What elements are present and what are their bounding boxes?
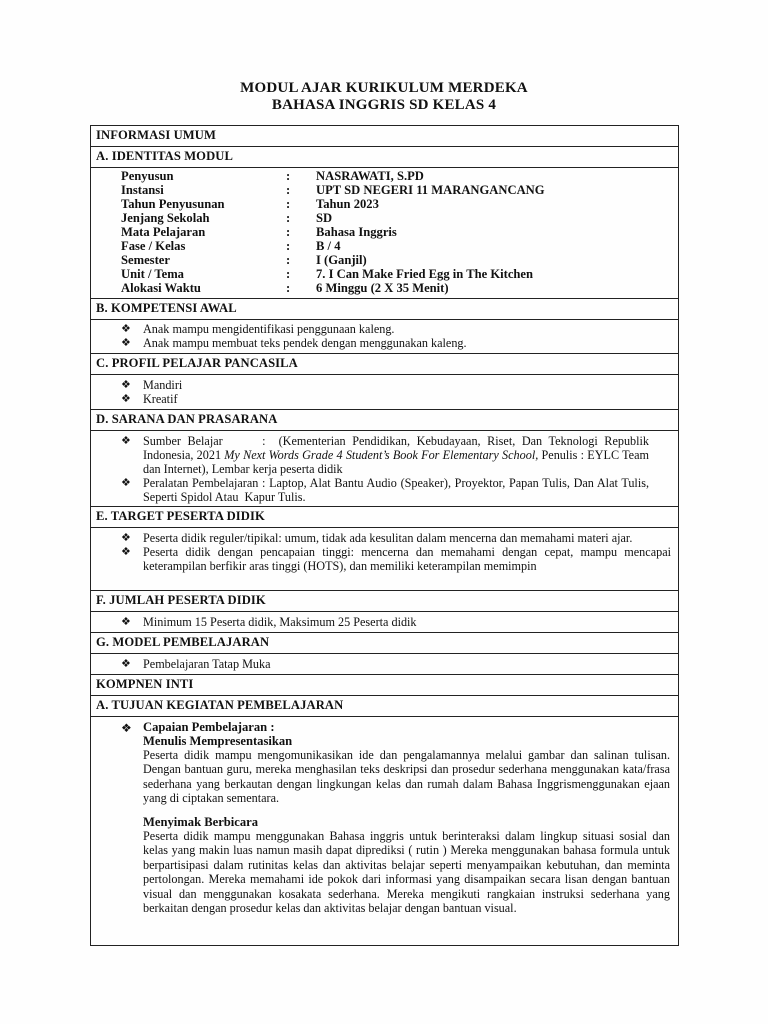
diamond-bullet-icon: ❖ (121, 379, 131, 391)
identitas-colon: : (286, 211, 291, 225)
menulis-paragraph: Peserta didik mampu mengomunikasikan ide dan pengalamannya melalui gambar dan salinan tulisan. Dengan bantuan guru, mereka menghasilan teks deskripsi dan prosedur sederhana menggunakan kata/frasa sederhana yang berkautan dengan lingkungan kelas dan rumah dalam Bahasa Inggrismenggunakan ejaan yang di ciptakan sementara. (143, 748, 670, 806)
menyimak-title: Menyimak Berbicara (143, 815, 259, 829)
diamond-bullet-icon: ❖ (121, 532, 131, 544)
diamond-bullet-icon: ❖ (121, 435, 131, 447)
identitas-colon: : (286, 169, 291, 183)
section-tujuan: A. TUJUAN KEGIATAN PEMBELAJARAN (96, 698, 344, 712)
section-profil: C. PROFIL PELAJAR PANCASILA (96, 356, 298, 370)
profil-list (121, 378, 661, 406)
identitas-label: Unit / Tema (121, 267, 184, 281)
diamond-bullet-icon: ❖ (121, 721, 132, 735)
jumlah-list (121, 615, 661, 629)
document-title-line2: BAHASA INGGRIS SD KELAS 4 (271, 97, 497, 113)
identitas-label: Penyusun (121, 169, 174, 183)
list-item: ❖ Minimum 15 Peserta didik, Maksimum 25 Peserta didik (121, 615, 417, 629)
identitas-value: SD (316, 211, 333, 225)
identitas-value: I (Ganjil) (316, 253, 367, 267)
section-sarana: D. SARANA DAN PRASARANA (96, 412, 278, 426)
list-item: ❖ Pembelajaran Tatap Muka (121, 657, 271, 671)
list-item: ❖ Peserta didik dengan pencapaian tinggi: mencerna dan memahami dengan cepat, mampu mencapai keterampilan berfikir aras tinggi (HOTS), dan memiliki keterampilan memimpin (121, 545, 671, 573)
kompetensi-list (121, 322, 661, 350)
identitas-value: 6 Minggu (2 X 35 Menit) (316, 281, 449, 295)
identitas-label: Mata Pelajaran (121, 225, 206, 239)
target-list (121, 531, 671, 573)
diamond-bullet-icon: ❖ (121, 393, 131, 405)
section-target: E. TARGET PESERTA DIDIK (96, 509, 265, 523)
list-item: ❖ Kreatif (121, 392, 178, 406)
identitas-value: Bahasa Inggris (316, 225, 397, 239)
identitas-colon: : (286, 197, 291, 211)
identitas-colon: : (286, 239, 291, 253)
section-kompetensi: B. KOMPETENSI AWAL (96, 301, 237, 315)
section-identitas: A. IDENTITAS MODUL (96, 149, 233, 163)
model-list (121, 657, 661, 671)
identitas-colon: : (286, 253, 291, 267)
diamond-bullet-icon: ❖ (121, 323, 131, 335)
diamond-bullet-icon: ❖ (121, 546, 131, 558)
identitas-colon: : (286, 267, 291, 281)
identitas-colon: : (286, 281, 291, 295)
list-item: ❖ Anak mampu mengidentifikasi penggunaan kaleng. (121, 322, 395, 336)
identitas-colon: : (286, 225, 291, 239)
diamond-bullet-icon: ❖ (121, 337, 131, 349)
list-item: ❖ Mandiri (121, 378, 183, 392)
list-item: ❖ Anak mampu membuat teks pendek dengan menggunakan kaleng. (121, 336, 467, 350)
sarana-list (121, 434, 653, 504)
identitas-label: Semester (121, 253, 170, 267)
identitas-label: Fase / Kelas (121, 239, 186, 253)
section-jumlah: F. JUMLAH PESERTA DIDIK (96, 593, 266, 607)
section-model: G. MODEL PEMBELAJARAN (96, 635, 270, 649)
section-informasi-umum: INFORMASI UMUM (96, 128, 216, 142)
list-item-peralatan: ❖ Peralatan Pembelajaran : Laptop, Alat Bantu Audio (Speaker), Proyektor, Papan Tulis, Dan Alat Tulis, Seperti Spidol Atau Kapur Tulis. (121, 476, 653, 504)
section-komponen: KOMPNEN INTI (96, 677, 194, 691)
identitas-label: Jenjang Sekolah (121, 211, 210, 225)
diamond-bullet-icon: ❖ (121, 616, 131, 628)
identitas-value: B / 4 (316, 239, 341, 253)
menulis-title: Menulis Mempresentasikan (143, 734, 293, 748)
capaian-title: Capaian Pembelajaran : (143, 720, 275, 734)
identitas-label: Instansi (121, 183, 164, 197)
identitas-value: NASRAWATI, S.PD (316, 169, 424, 183)
identitas-value: 7. I Can Make Fried Egg in The Kitchen (316, 267, 534, 281)
list-item-sumber-belajar: ❖ Sumber Belajar : (Kementerian Pendidikan, Kebudayaan, Riset, Dan Teknologi Republik Indonesia, 2021 My Next Words Grade 4 Student’s Book For Elementary School, Penulis : EYLC Team dan Internet), Lembar kerja peserta didik (121, 434, 653, 476)
identitas-value: UPT SD NEGERI 11 MARANGANCANG (316, 183, 545, 197)
identitas-value: Tahun 2023 (316, 197, 379, 211)
identitas-colon: : (286, 183, 291, 197)
identitas-label: Alokasi Waktu (121, 281, 201, 295)
list-item: ❖ Peserta didik reguler/tipikal: umum, tidak ada kesulitan dalam mencerna dan memahami materi ajar. (121, 531, 633, 545)
identitas-label: Tahun Penyusunan (121, 197, 225, 211)
diamond-bullet-icon: ❖ (121, 658, 131, 670)
menyimak-paragraph: Peserta didik mampu menggunakan Bahasa inggris untuk berinteraksi dalam lingkup situasi sosial dan kelas yang makin luas namun masih dapat diprediksi ( rutin ) Mereka menggunakan bahasa formula untuk berpartisipasi dalam rutinitas kelas dan aktivitas belajar seperti menyampaikan kebutuhan, dan meminta pertolongan. Mereka memahami ide pokok dari informasi yang disampaikan secara lisan dengan bantuan visual dan menggunakan kosakata sederhana. Mereka mengikuti rangkaian instruksi sederhana yang berkaitan dengan prosedur kelas dan aktivitas belajar dengan bantuan visual. (143, 829, 670, 916)
diamond-bullet-icon: ❖ (121, 477, 131, 489)
document-title-line1: MODUL AJAR KURIKULUM MERDEKA (240, 80, 528, 96)
